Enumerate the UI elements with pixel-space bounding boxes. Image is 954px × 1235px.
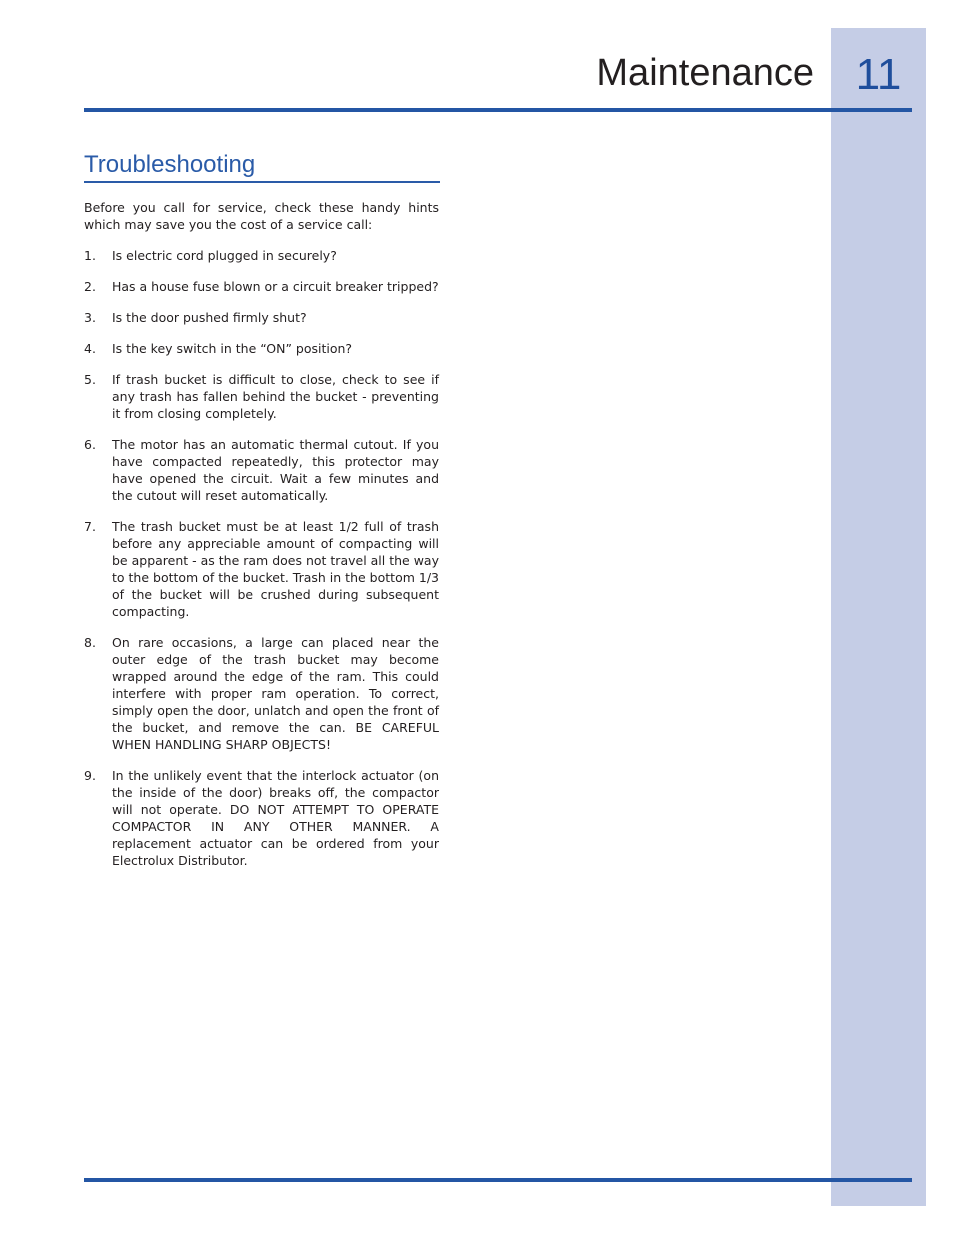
intro-paragraph: Before you call for service, check these handy hints which may save you the cost of a service call: bbox=[84, 200, 439, 232]
item-number: 3. bbox=[84, 310, 96, 325]
list-item bbox=[84, 247, 439, 264]
item-number: 1. bbox=[84, 248, 96, 263]
item-number: 7. bbox=[84, 519, 96, 534]
troubleshooting-content bbox=[84, 199, 439, 883]
list-item bbox=[84, 309, 439, 326]
list-item bbox=[84, 278, 439, 295]
item-number: 5. bbox=[84, 372, 96, 387]
item-text: On rare occasions, a large can placed near the outer edge of the trash bucket may become wrapped around the edge of the ram. This could interfere with proper ram operation. To correct, simply open the door, unlatch and open the front of the bucket, and remove the can. BE CAREFUL WHEN HANDLING SHARP OBJECTS! bbox=[112, 635, 439, 752]
list-item bbox=[84, 436, 439, 504]
item-number: 4. bbox=[84, 341, 96, 356]
page-number: 11 bbox=[855, 50, 902, 99]
hint-list bbox=[84, 247, 439, 869]
item-number: 6. bbox=[84, 437, 96, 452]
item-number: 8. bbox=[84, 635, 96, 650]
footer-rule bbox=[84, 1178, 912, 1182]
side-band bbox=[831, 28, 926, 1206]
list-item bbox=[84, 340, 439, 357]
header-rule bbox=[84, 108, 912, 112]
item-text: The trash bucket must be at least 1/2 full of trash before any appreciable amount of compacting will be apparent - as the ram does not travel all the way to the bottom of the bucket. Trash in the bottom 1/3 of the bucket will be crushed during subsequent compacting. bbox=[112, 519, 439, 619]
item-text: Has a house fuse blown or a circuit breaker tripped? bbox=[112, 279, 439, 294]
item-text: Is the key switch in the “ON” position? bbox=[112, 341, 353, 356]
item-text: If trash bucket is difficult to close, check to see if any trash has fallen behind the bucket - preventing it from closing completely. bbox=[112, 372, 439, 421]
item-text: In the unlikely event that the interlock actuator (on the inside of the door) breaks off, the compactor will not operate. DO NOT ATTEMPT TO OPERATE COMPACTOR IN ANY OTHER MANNER. A replacement actuator can be ordered from your Electrolux Distributor. bbox=[112, 768, 439, 868]
item-number: 2. bbox=[84, 279, 96, 294]
item-text: Is the door pushed firmly shut? bbox=[112, 310, 307, 325]
list-item bbox=[84, 767, 439, 869]
item-text: Is electric cord plugged in securely? bbox=[112, 248, 337, 263]
list-item bbox=[84, 518, 439, 620]
list-item bbox=[84, 371, 439, 422]
section-heading: Troubleshooting bbox=[84, 150, 440, 183]
item-number: 9. bbox=[84, 768, 96, 783]
list-item bbox=[84, 634, 439, 753]
item-text: The motor has an automatic thermal cutout. If you have compacted repeatedly, this protector may have opened the circuit. Wait a few minutes and the cutout will reset automatically. bbox=[112, 437, 439, 503]
page-title: Maintenance bbox=[596, 52, 814, 94]
